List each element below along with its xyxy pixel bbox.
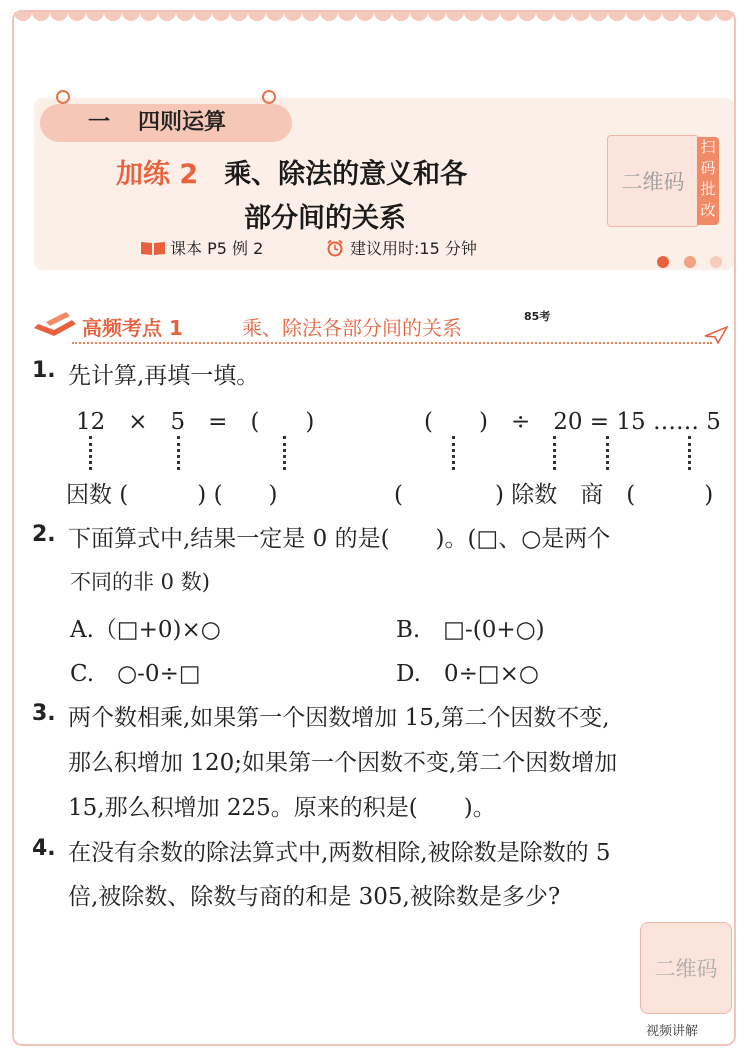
page-dot: [657, 256, 669, 268]
binder-ring-icon: [56, 90, 70, 104]
exam-count: 85考: [524, 310, 551, 323]
suggested-time: [326, 236, 477, 259]
question-1-prompt: 先计算,再填一填。: [68, 363, 260, 389]
scallop-border: [14, 12, 734, 30]
question-4-line1: 在没有余数的除法算式中,两数相除,被除数是除数的 5: [68, 840, 611, 866]
lesson-title-line1: 乘、除法的意义和各: [224, 159, 468, 190]
unit-tab: [40, 104, 292, 142]
question-2-prompt-line1: 下面算式中,结果一定是 0 的是( )。(□、○是两个: [68, 526, 611, 552]
book-icon: [140, 240, 166, 256]
question-3-line3: 15,那么积增加 225。原来的积是( )。: [68, 795, 496, 821]
textbook-ref-text: 课本 P5 例 2: [170, 239, 264, 258]
page-dot: [710, 256, 722, 268]
qr-side-label: [697, 137, 719, 225]
question-1-equation-left: 12 × 5 = ( ): [76, 409, 315, 435]
lesson-title: [116, 152, 467, 191]
dotted-connector: [283, 436, 286, 470]
question-3-line2: 那么积增加 120;如果第一个因数不变,第二个因数增加: [68, 750, 618, 776]
unit-number: 一: [88, 110, 111, 135]
question-3-line1: 两个数相乘,如果第一个因数增加 15,第二个因数不变,: [68, 705, 610, 731]
question-number: 4.: [32, 836, 56, 861]
lesson-title-line2: 部分间的关系: [244, 203, 406, 234]
pencil-book-icon: [32, 310, 80, 340]
dotted-connector: [553, 436, 556, 470]
suggested-time-text: 建议用时:15 分钟: [350, 239, 477, 258]
question-2-prompt-line2: 不同的非 0 数): [70, 570, 210, 594]
alarm-clock-icon: [326, 239, 344, 257]
question-number: 1.: [32, 358, 56, 383]
dotted-connector: [452, 436, 455, 470]
binder-ring-icon: [262, 90, 276, 104]
qr-code-video[interactable]: 二维码: [640, 922, 732, 1014]
question-4-line2: 倍,被除数、除数与商的和是 305,被除数是多少?: [68, 884, 561, 910]
qr-side-text: 扫码批改: [700, 138, 716, 219]
question-number: 2.: [32, 522, 56, 547]
option-b[interactable]: B. □-(0+○): [396, 617, 545, 643]
knowledge-point-header: [32, 306, 732, 346]
page-dot: [684, 256, 696, 268]
dotted-connector: [688, 436, 691, 470]
option-a[interactable]: A.（□+0)×○: [70, 617, 221, 643]
unit-name: 四则运算: [138, 110, 227, 135]
qr-video-caption: 视频讲解: [646, 1024, 699, 1039]
question-1-equation-right: ( ) ÷ 20 = 15 …… 5: [424, 409, 721, 435]
knowledge-point-title: 乘、除法各部分间的关系: [242, 316, 462, 340]
textbook-ref: [140, 236, 263, 259]
question-number: 3.: [32, 701, 56, 726]
question-1-labels-left: 因数 ( ) ( ): [66, 482, 278, 508]
dotted-connector: [89, 436, 92, 470]
question-1-labels-right: ( ) 除数 商 ( ): [394, 482, 714, 508]
option-c[interactable]: C. ○-0÷□: [70, 661, 201, 687]
qr-code-scan-grade[interactable]: 二维码: [607, 135, 699, 227]
dotted-connector: [177, 436, 180, 470]
knowledge-point-label: 高频考点 1: [82, 316, 183, 340]
paper-plane-icon: [704, 326, 728, 344]
dotted-underline: [72, 342, 712, 344]
option-d[interactable]: D. 0÷□×○: [396, 661, 539, 687]
dotted-connector: [606, 436, 609, 470]
lesson-prefix: 加练 2: [116, 159, 199, 190]
